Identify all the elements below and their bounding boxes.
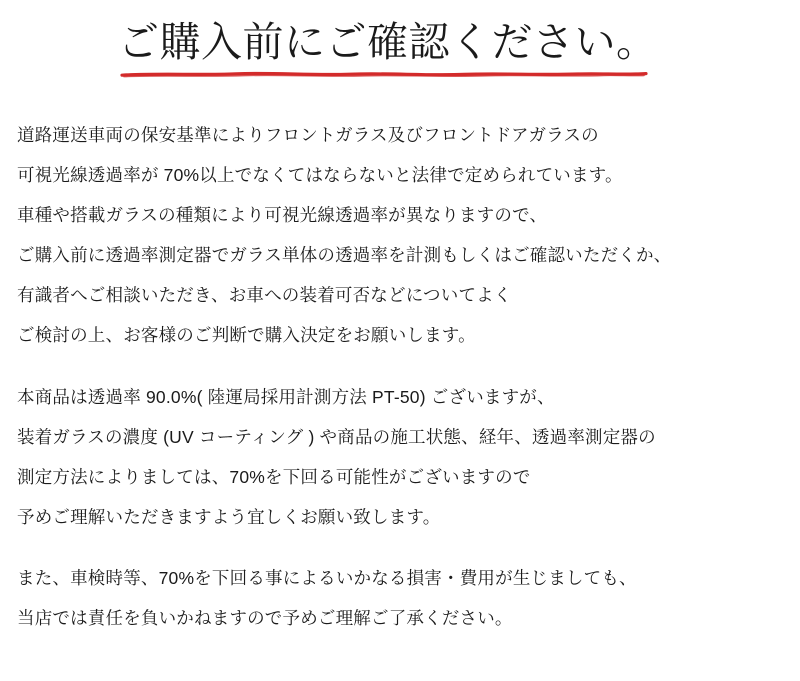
paragraph-liability-disclaimer xyxy=(17,558,783,638)
paragraph-line: 可視光線透過率が 70%以上でなくてはならないと法律で定められています。 xyxy=(17,165,623,185)
paragraph-line: 有識者へご相談いただき、お車への装着可否などについてよく xyxy=(17,285,512,305)
heading-underline-decoration xyxy=(120,70,648,76)
paragraph-line: 道路運送車両の保安基準によりフロントガラス及びフロントドアガラスの xyxy=(17,125,599,145)
paragraph-line: ご購入前に透過率測定器でガラス単体の透過率を計測もしくはご確認いただくか、 xyxy=(17,245,672,265)
page-title: ご購入前にご確認ください。 xyxy=(118,19,658,65)
paragraph-line: 車種や搭載ガラスの種類により可視光線透過率が異なりますので、 xyxy=(17,205,548,225)
paragraph-line: ご検討の上、お客様のご判断で購入決定をお願いします。 xyxy=(17,325,476,345)
paragraph-line: 装着ガラスの濃度 (UV コーティング ) や商品の施工状態、経年、透過率測定器の xyxy=(17,427,656,447)
paragraph-line: 測定方法によりましては、70%を下回る可能性がございますので xyxy=(17,467,531,487)
paragraph-legal-requirement xyxy=(17,115,783,355)
paragraph-line: 予めご理解いただきますよう宜しくお願い致します。 xyxy=(17,507,441,527)
paragraph-line: 当店では責任を負いかねますので予めご理解ご了承ください。 xyxy=(17,608,513,628)
heading-container xyxy=(118,18,658,67)
paragraph-product-spec xyxy=(17,377,783,537)
paragraph-line: 本商品は透過率 90.0%( 陸運局採用計測方法 PT-50) ございますが、 xyxy=(17,387,555,407)
paragraph-line: また、車検時等、70%を下回る事によるいかなる損害・費用が生じましても、 xyxy=(17,568,637,588)
